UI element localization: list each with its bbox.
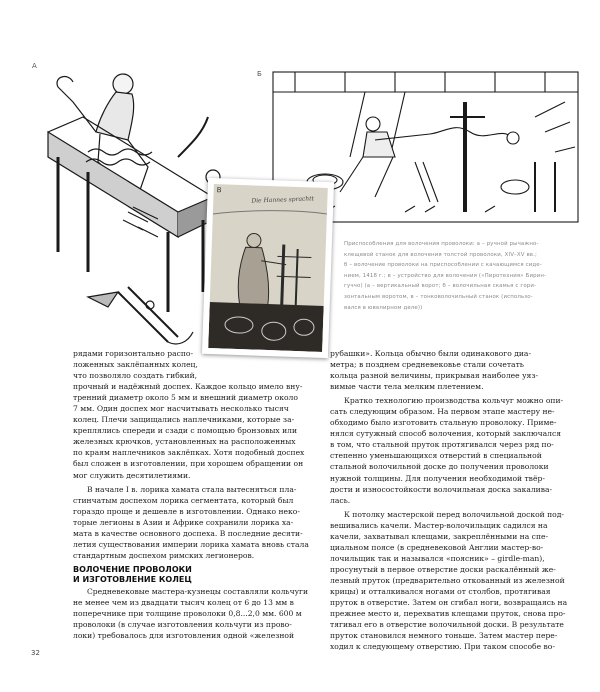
figure-b-label: Б [257,70,262,78]
text-line: пруток в отверстие. Затем он сгибал ноги, возвращаясь на [330,598,568,608]
figure-c-label: В [216,186,222,195]
paragraph-ring-sizes [330,348,588,392]
text-line: В начале I в. лорика хамата стала вытесняться пла- [87,484,297,494]
heading-line: И ИЗГОТОВЛЕНИЕ КОЛЕЦ [73,575,192,585]
text-line: пруток становился немного тоньше. Затем мастер пере- [330,631,558,641]
text-line: тренний диаметр около 5 мм и внешний диаметр около [73,393,298,403]
left-text-column [73,348,325,641]
text-line: мог служить десятилетиями. [73,470,191,480]
text-line: метра; в позднем средневековье стали сочетать [330,360,524,370]
paragraph-wire-technology [330,395,588,505]
caption-line: б – волочение проволоки на приспособлении с качающимся сиде- [344,262,542,269]
text-line: качели, захватывал клещами, закреплёнными на спе- [330,531,549,541]
text-line: стальной волочильной доске до получения проволоки [330,462,549,472]
text-line: рядами горизонтально распо- [73,349,194,358]
section-heading [73,565,325,586]
text-line: циальном поясе (в средневековой Англии мастер-во- [330,542,544,552]
caption-line: вался в ювелирном деле)) [344,304,423,311]
text-line: летия существования империи лорика хамата вновь стала [73,539,309,549]
paragraph-lorica-segmentata [73,484,325,561]
text-line: прочный и надёжный доспех. Каждое кольцо имело вну- [73,382,303,392]
text-line: лезный пруток (предварительно откованный из железной [330,575,565,585]
page-number: 32 [31,649,40,657]
text-line: стинчатым доспехом лорика сегментата, который был [73,495,294,505]
caption-line: зонтальным воротом, в – тонковолочильный станок (использо- [344,293,533,300]
text-line: локи) требовалось для изготовления одной «железной [73,631,295,641]
text-line: лась. [330,495,351,505]
figure-c-illustration [208,184,328,352]
figure-c-pirotechnia-plate [202,178,334,358]
text-line: проволоки (в случае изготовления кольчуги из прово- [73,620,292,630]
figure-c-inscription: Die Hannes sprachtt [251,195,315,205]
paragraph-chainmail-rings [73,348,325,481]
text-line: был сложен в изготовлении, при хорошем обращении он [73,459,304,469]
text-line: поперечнике при толщине проволоки 0,8...2,0 мм. 600 м [73,608,302,618]
text-line: крицы) и отталкивался ногами от столбов, протягивая [330,586,551,596]
heading-line: ВОЛОЧЕНИЕ ПРОВОЛОКИ [73,564,192,574]
text-line: ложенных заклёпанных колец, [73,360,198,370]
text-line: колец. Плечи защищались наплечниками, которые за- [73,415,295,425]
text-line: Средневековые мастера-кузнецы составляли кольчуги [87,586,309,596]
text-line: ходил к следующему отверстию. При таком способе во- [330,642,555,652]
text-line: вешивались качели. Мастер-волочильщик садился на [330,520,548,530]
paragraph-swing-drawing [330,509,588,653]
text-line: не менее чем из двадцати тысяч колец от 6 до 13 мм в [73,597,294,607]
text-line: лочильщик так и назывался «поясник» – girdle-man), [330,553,545,563]
text-line: рубашки». Кольца обычно были одинакового диа- [330,349,532,358]
text-line: 7 мм. Один доспех мог насчитывать несколько тысяч [73,404,289,414]
figure-caption [344,239,580,313]
text-line: гораздо проще и дешевле в изготовлении. Однако неко- [73,506,300,516]
text-line: прежнее место и, перехватив клещами пруток, снова про- [330,609,566,619]
text-line: Кратко технологию производства кольчуг можно опи- [344,396,564,406]
figure-a-label: А [32,62,37,70]
text-line: нялся сутужный способ волочения, который заключался [330,429,562,439]
text-line: кольца разной величины, прикрывая наиболее уяз- [330,371,539,381]
text-line: креплялись спереди и сзади с помощью бронзовых или [73,426,298,436]
caption-line: нием, 1418 г.; в – устройство для волочения («Пиротехния» Бирин- [344,272,547,279]
text-line: железных крючков, установленных на расположенных [73,437,296,447]
text-line: стандартным доспехом римских легионеров. [73,550,255,560]
text-line: тягивал его в отверстие волочильной доски. В результате [330,620,564,630]
text-line: вимые части тела мелким плетением. [330,382,484,392]
paragraph-medieval-smiths [73,586,325,641]
text-line: торые легионы в Азии и Африке сохранили лорика ха- [73,517,294,527]
text-line: по краям наплечников заклёпках. Хотя подобный доспех [73,448,305,458]
right-text-column [330,348,588,652]
text-line: сать следующим образом. На первом этапе мастеру не- [330,407,555,417]
text-line: мата в качестве основного доспеха. В последние десяти- [73,528,303,538]
caption-line: гуччо) (а – вертикальный ворот; б – волочильная скамья с гори- [344,283,537,290]
text-line: степенно уменьшающихся отверстий в специальной [330,451,542,461]
text-line: в том, что стальной пруток протягивался через ряд по- [330,440,554,450]
text-line: К потолку мастерской перед волочильной доской под- [344,509,564,519]
caption-line: клещевой станок для волочения толстой проволоки, XIV–XV вв.; [344,251,537,258]
text-line: что позволяло создать гибкий, [73,371,198,381]
text-line: обходимо было изготовить стальную проволоку. Приме- [330,418,557,428]
text-line: дости и износостойкости волочильная доска закалива- [330,484,553,494]
text-line: просунутый в первое отверстие доски раскалённый же- [330,564,556,574]
caption-line: Приспособления для волочения проволоки: а – ручной рычажно- [344,241,539,247]
text-line: нужной толщины. Для получения необходимой твёр- [330,473,545,483]
